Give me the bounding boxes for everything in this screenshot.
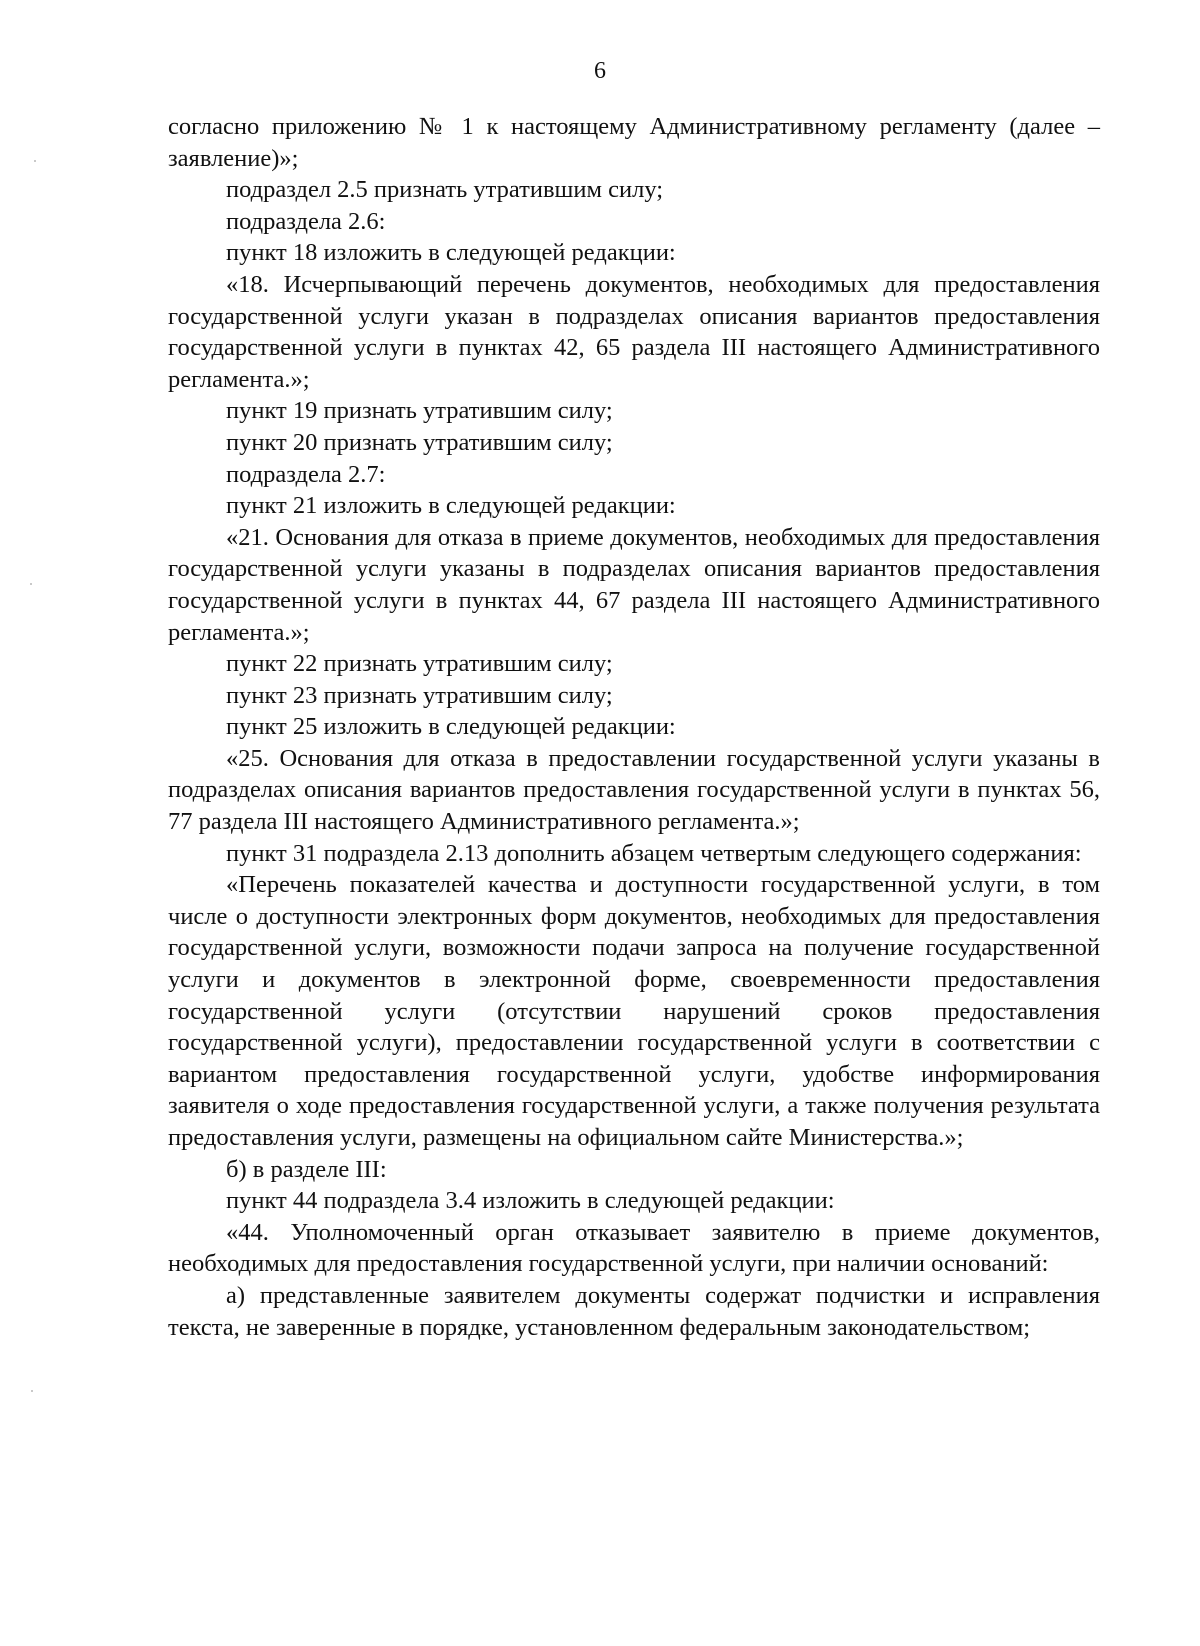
paragraph-item-44-subitem-a: а) представленные заявителем документы содержат подчистки и исправления текста, не заверенные в порядке, установленном федеральным законодательством;: [168, 1281, 1100, 1341]
scan-artifact-dot: [34, 160, 36, 162]
paragraph-appendix-reference: согласно приложению № 1 к настоящему Административному регламенту (далее – заявление)»;: [168, 113, 1100, 172]
paragraph-item-18-text: «18. Исчерпывающий перечень документов, необходимых для предоставления государственной услуги указан в подразделах описания вариантов предоставления государственной услуги в пунктах 42, 65 раздела III настоящего Административного регламента.»;: [168, 270, 1100, 393]
paragraph-item-20: пункт 20 признать утратившим силу;: [226, 428, 613, 456]
paragraph-item-22: пункт 22 признать утратившим силу;: [226, 650, 613, 678]
paragraph-item-23: пункт 23 признать утратившим силу;: [226, 681, 613, 709]
paragraph-item-19: пункт 19 признать утратившим силу;: [226, 397, 613, 425]
scan-artifact-dot: [31, 1390, 33, 1392]
paragraph-section-3: б) в разделе III:: [226, 1155, 387, 1183]
paragraph-item-25-text: «25. Основания для отказа в предоставлении государственной услуги указаны в подразделах описания вариантов предоставления государственной услуги в пунктах 56, 77 раздела III настоящего Административного регламента.»;: [168, 744, 1100, 836]
paragraph-item-44-text: «44. Уполномоченный орган отказывает заявителю в приеме документов, необходимых для предоставления государственной услуги, при наличии оснований:: [168, 1218, 1100, 1278]
paragraph-item-18-intro: пункт 18 изложить в следующей редакции:: [226, 239, 676, 267]
paragraph-item-31-text: «Перечень показателей качества и доступности государственной услуги, в том числе о доступности электронных форм документов, необходимых для предоставления государственной услуги, возможности подачи запроса на получение государственной услуги и документов в электронной форме, своевременности предоставления государственной услуги (отсутствии нарушений сроков предоставления государственной услуги), предоставлении государственной услуги в соответствии с вариантом предоставления государственной услуги, удобстве информирования заявителя о ходе предоставления государственной услуги, а также получения результата предоставления услуги, размещены на официальном сайте Министерства.»;: [168, 871, 1100, 1151]
paragraph-item-31-intro: пункт 31 подраздела 2.13 дополнить абзацем четвертым следующего содержания:: [226, 839, 1082, 867]
paragraph-subsection-2-6: подраздела 2.6:: [226, 207, 386, 235]
paragraph-item-25-intro: пункт 25 изложить в следующей редакции:: [226, 713, 676, 741]
paragraph-item-44-intro: пункт 44 подраздела 3.4 изложить в следующей редакции:: [226, 1187, 835, 1215]
page-number: 6: [594, 58, 606, 84]
paragraph-item-21-text: «21. Основания для отказа в приеме документов, необходимых для предоставления государственной услуги указаны в подразделах описания вариантов предоставления государственной услуги в пунктах 44, 67 раздела III настоящего Административного регламента.»;: [168, 523, 1100, 646]
scan-artifact-dot: [30, 583, 32, 585]
paragraph-subsection-2-5: подраздел 2.5 признать утратившим силу;: [226, 176, 664, 204]
paragraph-item-21-intro: пункт 21 изложить в следующей редакции:: [226, 492, 676, 520]
document-body: [168, 111, 1100, 1343]
paragraph-subsection-2-7: подраздела 2.7:: [226, 460, 386, 488]
